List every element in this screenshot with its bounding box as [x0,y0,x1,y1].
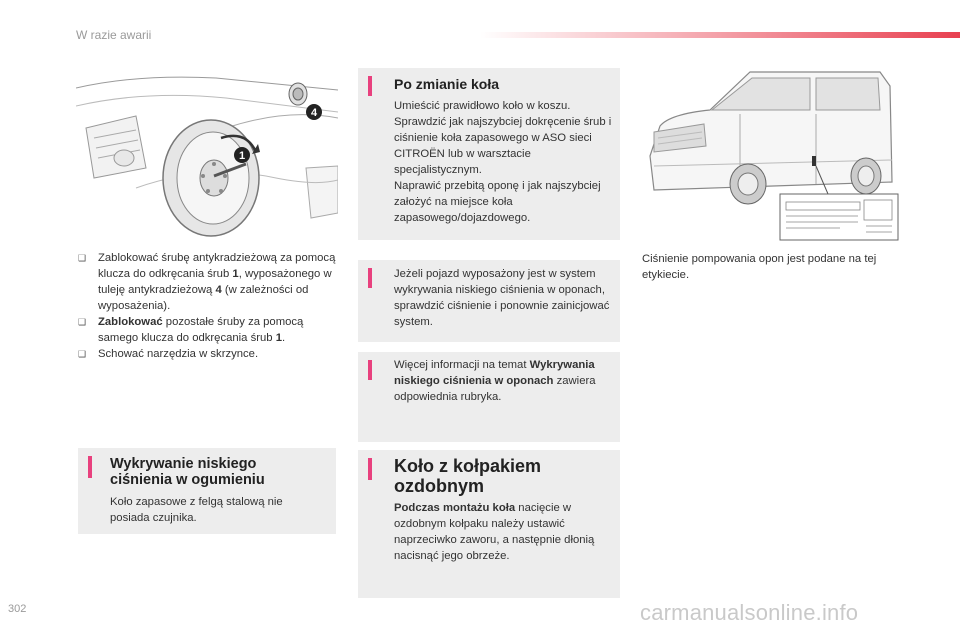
after-change-title: Po zmianie koła [394,76,500,92]
bold-run: 1 [232,268,239,280]
watermark: carmanualsonline.info [640,600,859,625]
after-change-paragraph-2: Naprawić przebitą oponę i jak najszybciej założyć na miejsce koła zapasowego/dojazdowego. [394,180,601,224]
header-accent-bar [480,32,960,38]
info-bar [368,458,372,480]
text-run: , wyposażonego w tuleję antykradzieżową [98,268,332,296]
text-run: Schować narzędzia w skrzynce. [98,348,259,360]
text-run: zawiera odpowiednia rubryka. [394,375,596,403]
checkbox-marker-icon: ❑ [78,253,87,263]
checkbox-marker-icon: ❑ [78,317,87,327]
pressure-label-caption: Ciśnienie pompowania opon jest podane na tej etykiecie. [642,253,877,281]
after-change-paragraph-1: Umieścić prawidłowo koło w koszu. Sprawdzić jak najszybciej dokręcenie śrub i ciśnienie koła zapasowego w ASO sieci CITROËN lub w warsztacie specjalistycznym. [394,100,612,176]
text-run: (w zależności od wyposażenia). [98,284,309,312]
text-run: pozostałe śruby za pomocą samego klucza do odkręcania śrub [98,316,304,344]
reinit-body: Jeżeli pojazd wyposażony jest w system wykrywania niskiego ciśnienia w oponach, sprawdzić ciśnienie i ponownie zainicjować system. [394,268,610,328]
bold-run: Zablokować [98,316,163,328]
info-bar [368,76,372,96]
callout-4-label: 4 [310,107,318,119]
step-item [78,250,338,314]
tpms-reinit-box [358,260,620,342]
bold-run: Wykrywania niskiego ciśnienia w oponach [394,359,595,387]
text-run: nacięcie w ozdobnym kołpaku należy ustawić naprzeciwko zaworu, a następnie dłonią nacisnąć jego obrzeże. [394,502,595,562]
info-bar [368,360,372,380]
callout-1-label: 1 [238,150,246,162]
van-pressure-label-illustration [640,66,906,244]
text-run: Zablokować śrubę antykradzieżową za pomocą klucza do odkręcania śrub [98,252,336,280]
tpms-box-body: Koło zapasowe z felgą stalową nie posiada czujnika. [110,496,283,524]
text-run: Więcej informacji na temat [394,359,530,371]
info-bar [368,268,372,288]
wheel-bolt-illustration [76,68,338,246]
tpms-box-title: Wykrywanie niskiego ciśnienia w ogumieniu [110,456,265,488]
section-title: W razie awarii [76,28,152,42]
bold-run: Podczas montażu koła [394,502,516,514]
more-info-body [394,357,604,405]
tpms-spare-box [78,448,336,534]
hubcap-title: Koło z kołpakiem ozdobnym [394,456,542,496]
checkbox-marker-icon: ❑ [78,349,87,359]
bold-run: 4 [215,284,222,296]
more-info-box [358,352,620,442]
page-number: 302 [8,603,27,615]
step-list [78,250,338,362]
after-wheel-change-box [358,68,620,240]
step-item [78,346,338,362]
text-run: . [282,332,286,344]
bold-run: 1 [275,332,283,344]
info-bar [88,456,92,478]
step-item [78,314,338,346]
hubcap-box [358,450,620,598]
hubcap-body [394,500,604,564]
